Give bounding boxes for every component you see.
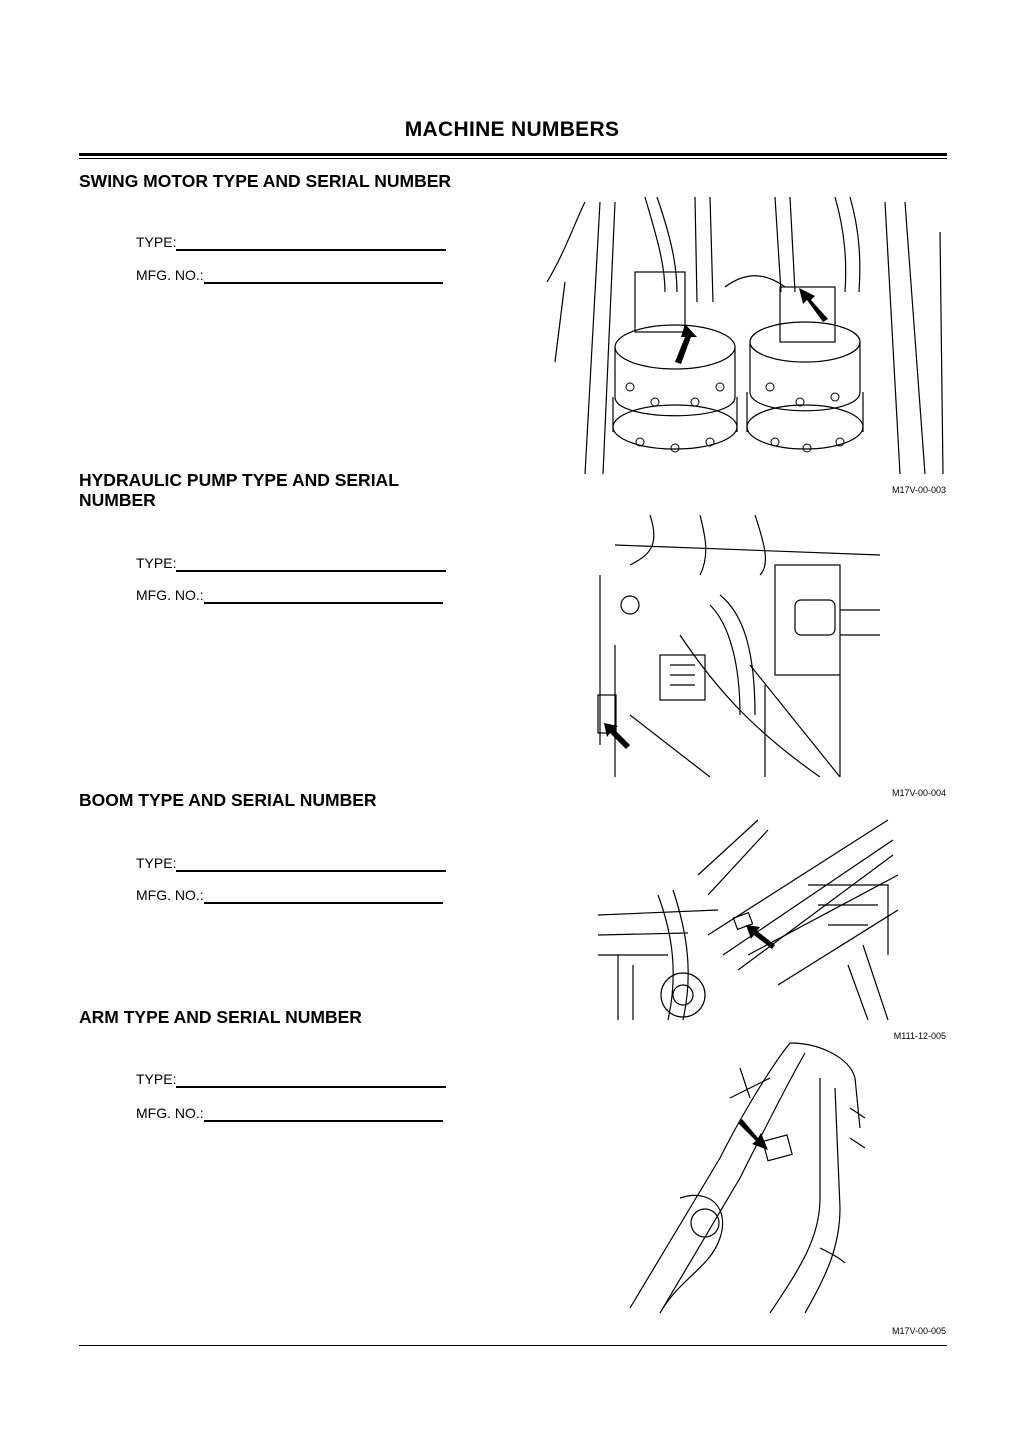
hydraulic-pump-heading: HYDRAULIC PUMP TYPE AND SERIAL NUMBER [79, 470, 399, 510]
type-label: TYPE: [136, 1071, 177, 1087]
hydraulic-pump-type-field[interactable] [136, 554, 446, 574]
header-rule [79, 153, 947, 156]
header-rule-thin [79, 158, 947, 159]
type-blank-line[interactable] [176, 233, 446, 251]
hydraulic-pump-figure-code: M17V-00-004 [891, 788, 946, 798]
swing-motor-heading: SWING MOTOR TYPE AND SERIAL NUMBER [79, 171, 452, 191]
mfg-blank-line[interactable] [204, 886, 443, 904]
mfg-blank-line[interactable] [204, 266, 443, 284]
mfg-label: MFG. NO.: [136, 267, 204, 283]
type-blank-line[interactable] [176, 1070, 446, 1088]
type-blank-line[interactable] [176, 854, 446, 872]
hydraulic-pump-figure [590, 515, 880, 777]
arm-type-field[interactable] [136, 1070, 446, 1090]
swing-motor-mfg-field[interactable] [136, 266, 443, 286]
arm-heading: ARM TYPE AND SERIAL NUMBER [79, 1007, 362, 1027]
boom-figure [598, 815, 898, 1020]
arm-figure-code: M17V-00-005 [891, 1326, 946, 1336]
arm-mfg-field[interactable] [136, 1104, 443, 1124]
mfg-label: MFG. NO.: [136, 887, 204, 903]
hydraulic-pump-mfg-field[interactable] [136, 586, 443, 606]
swing-motor-type-field[interactable] [136, 233, 446, 253]
mfg-label: MFG. NO.: [136, 587, 204, 603]
type-label: TYPE: [136, 234, 177, 250]
type-label: TYPE: [136, 855, 177, 871]
mfg-blank-line[interactable] [204, 586, 443, 604]
mfg-label: MFG. NO.: [136, 1105, 204, 1121]
arm-figure [620, 1038, 870, 1318]
boom-heading: BOOM TYPE AND SERIAL NUMBER [79, 790, 377, 810]
boom-type-field[interactable] [136, 854, 446, 874]
mfg-blank-line[interactable] [204, 1104, 443, 1122]
swing-motor-figure-code: M17V-00-003 [891, 485, 946, 495]
boom-mfg-field[interactable] [136, 886, 443, 906]
boom-figure-code: M111-12-005 [893, 1031, 946, 1041]
type-blank-line[interactable] [176, 554, 446, 572]
swing-motor-figure [545, 192, 945, 474]
type-label: TYPE: [136, 555, 177, 571]
footer-rule [79, 1345, 947, 1346]
page-title: MACHINE NUMBERS [404, 118, 620, 141]
